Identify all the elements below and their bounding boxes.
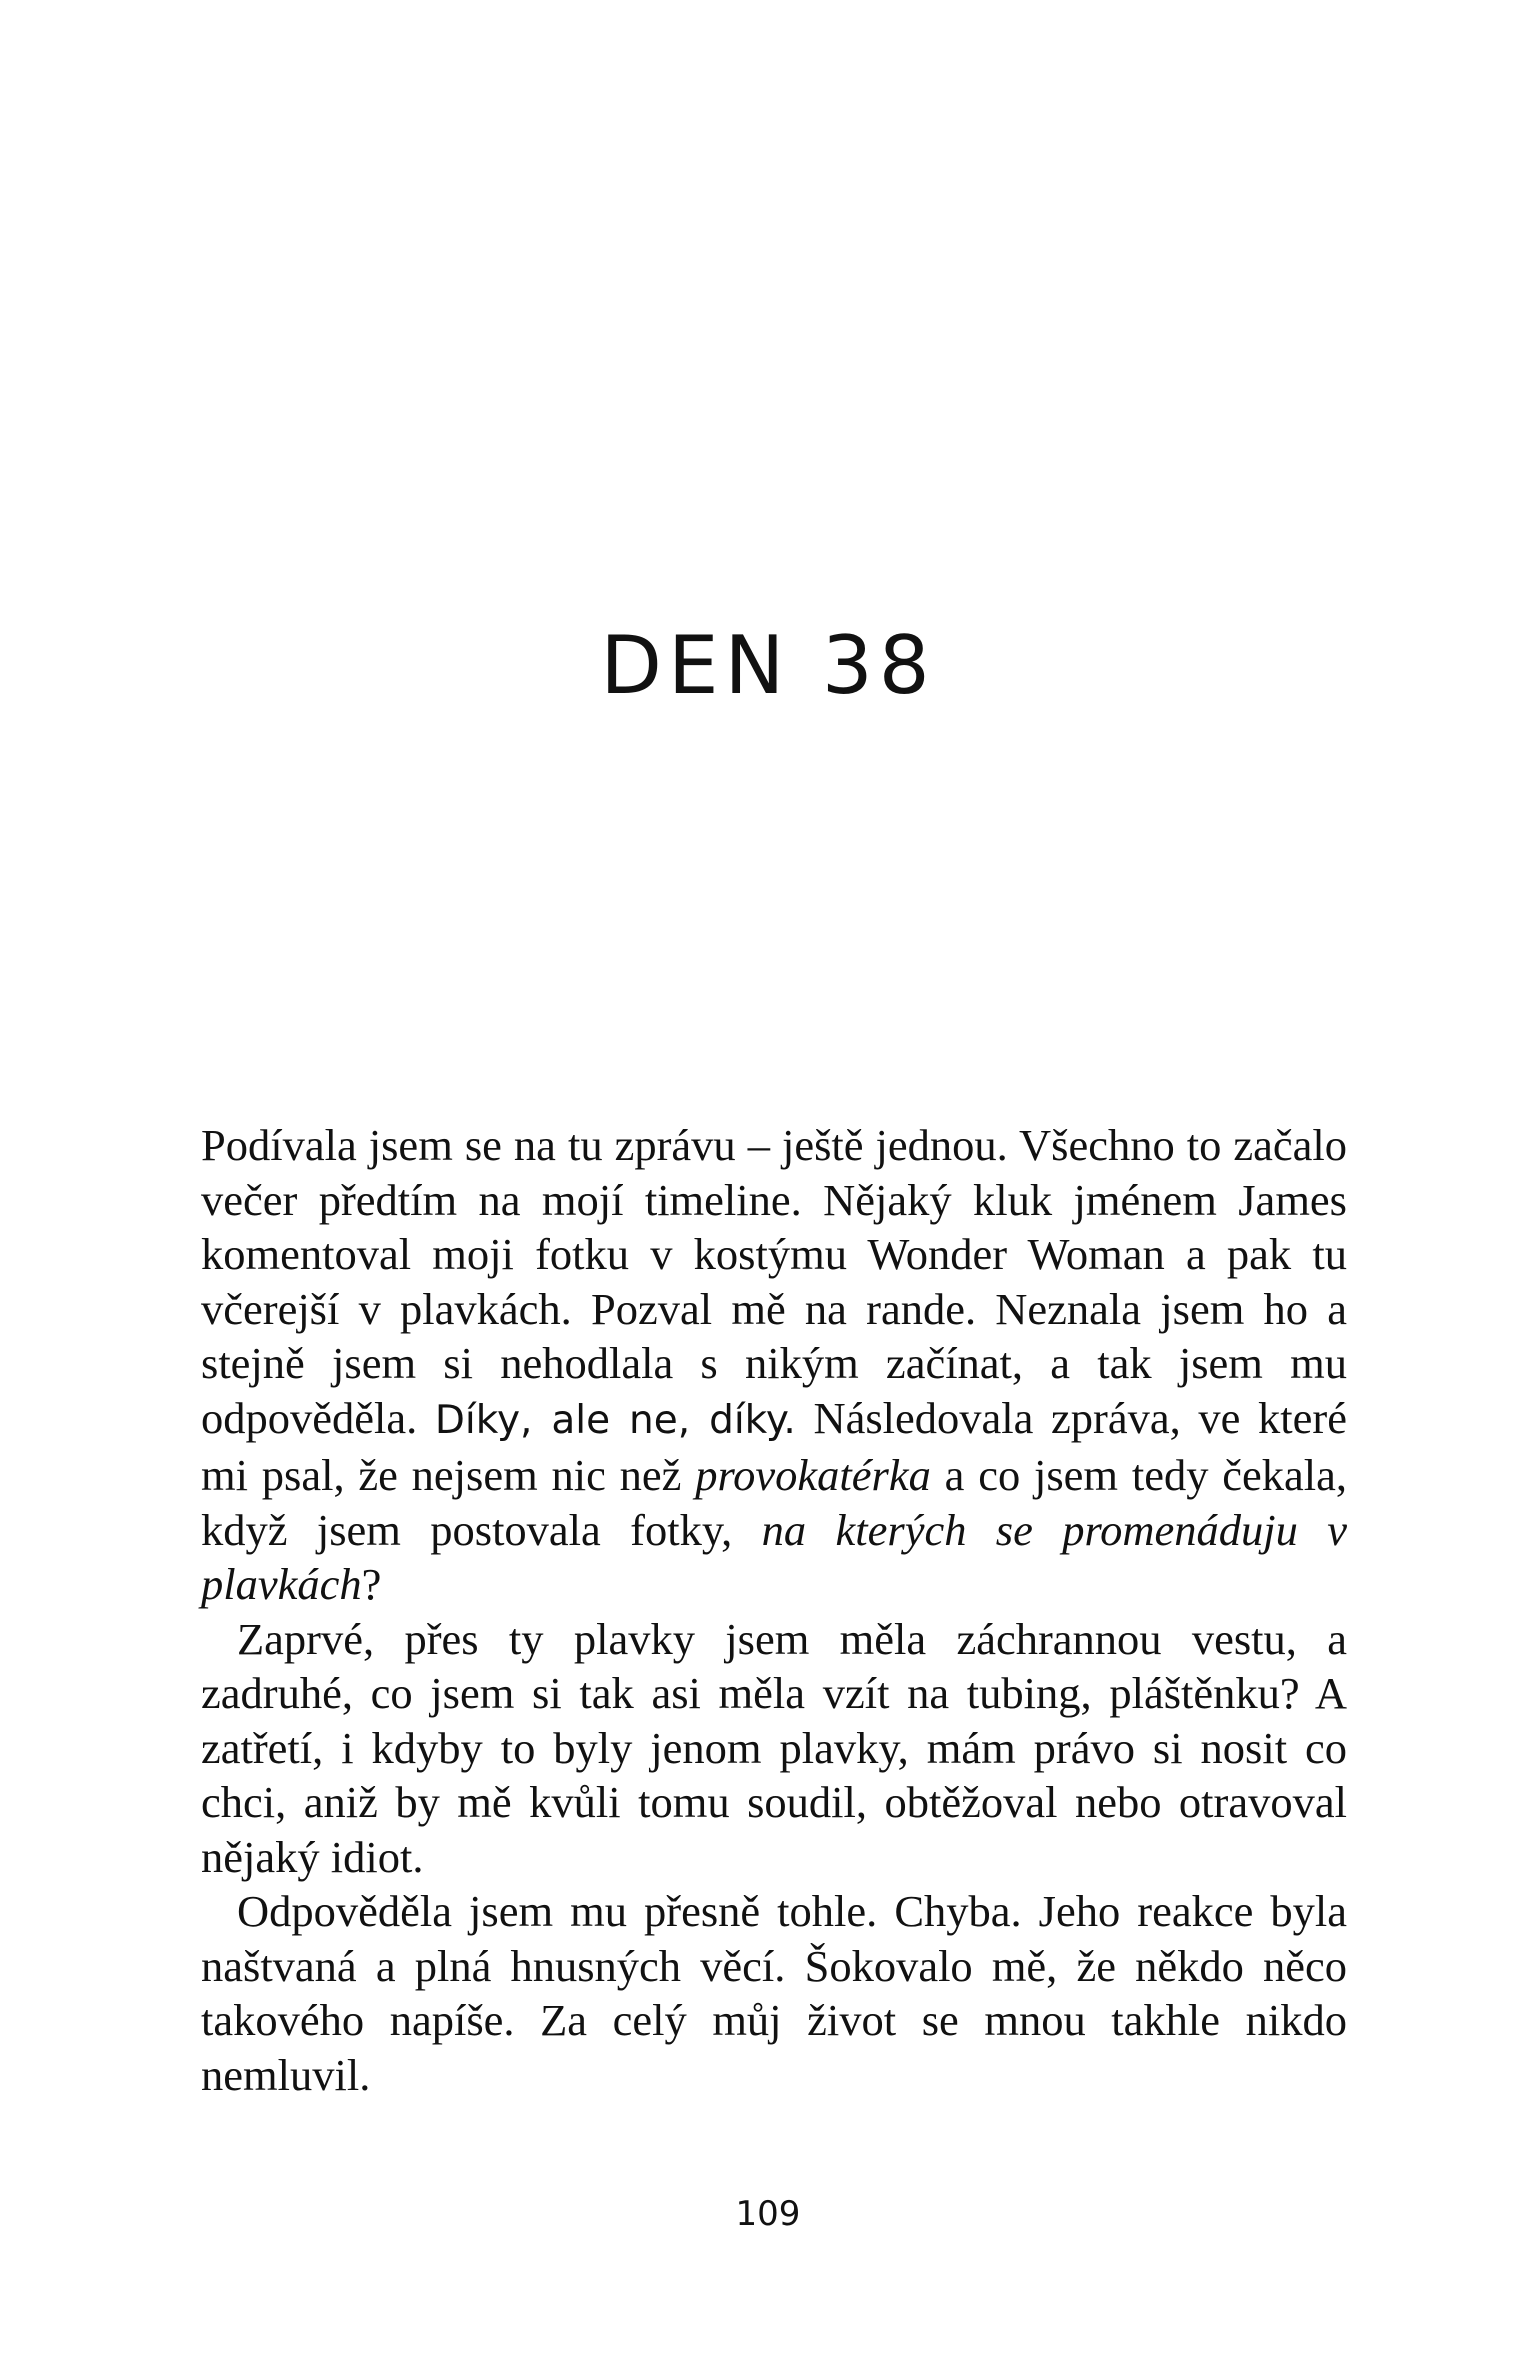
text-segment: Následovala zpráva, ve které mi psal, že nejsem nic než [201,1392,1347,1500]
paragraph-2: Zaprvé, přes ty plavky jsem měla záchrannou vestu, a zadruhé, co jsem si tak asi měla vzít na tubing, pláštěnku? A zatřetí, i kdyby to byly jenom plavky, mám právo si nosit co chci, aniž by mě kvůli tomu soudil, obtěžoval nebo otravoval nějaký idiot. [201,1613,1347,1882]
body-text [201,1118,1347,2102]
quoted-reply: Díky, ale ne, díky. [434,1397,796,1443]
text-segment: Podívala jsem se na tu zprávu – ještě jednou. Všechno to začalo večer předtím na mojí timeline. Nějaký kluk jménem James komentoval moji fotku v kostýmu Wonder Woman a pak tu včerejší v plavkách. Pozval mě na rande. Neznala jsem ho a stejně jsem si nehodlala s nikým začínat, a tak jsem mu odpověděla. [201,1120,1347,1443]
text-segment: a co jsem tedy čekala, když jsem postovala fotky, [201,1450,1347,1555]
chapter-title: DEN 38 [600,619,936,712]
text-segment: ? [361,1559,382,1609]
emphasis-text: provokatérka [695,1450,931,1500]
paragraph-1 [201,1118,1347,1612]
emphasis-text: na kterých se promenáduju v plavkách [201,1504,1347,1609]
paragraph-3: Odpověděla jsem mu přesně tohle. Chyba. Jeho reakce byla naštvaná a plná hnusných věcí. Šokovalo mě, že někdo něco takového napíše. Za celý můj život se mnou takhle nikdo nemluvil. [201,1886,1347,2100]
page-number: 109 [735,2194,801,2234]
